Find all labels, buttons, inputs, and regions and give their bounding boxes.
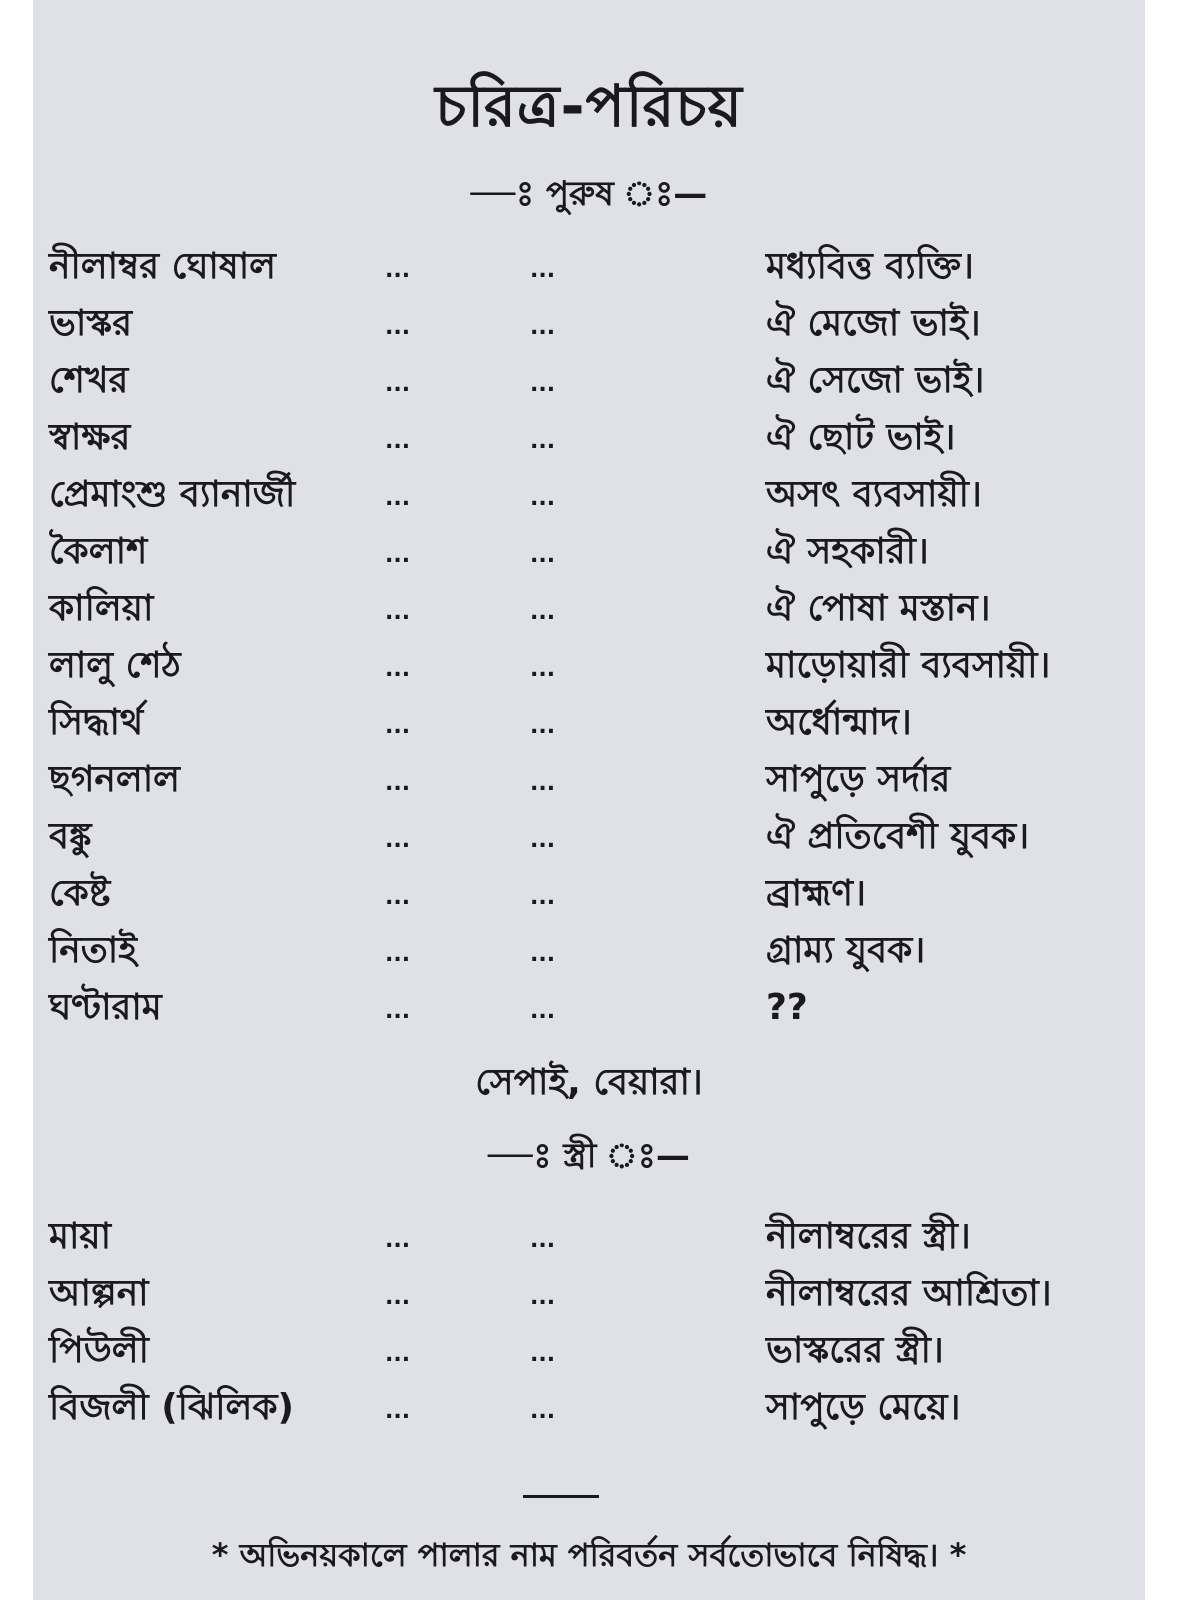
character-row: [33, 1379, 1145, 1436]
leader-dots: ...: [385, 942, 411, 967]
character-row: [33, 694, 1145, 751]
leader-dots: ...: [385, 999, 411, 1024]
leader-dots: ...: [530, 657, 556, 682]
character-description: ঐ প্রতিবেশী যুবক।: [766, 816, 1030, 857]
character-row: [33, 865, 1145, 922]
character-row: [33, 1208, 1145, 1265]
character-name: শেখর: [49, 360, 129, 401]
leader-dots: ...: [530, 315, 556, 340]
leader-dots: ...: [530, 486, 556, 511]
character-row: [33, 637, 1145, 694]
character-description: গ্রাম্য যুবক।: [766, 930, 926, 971]
character-row: [33, 409, 1145, 466]
leader-dots: ...: [385, 543, 411, 568]
character-name: প্রেমাংশু ব্যানার্জী: [49, 474, 296, 515]
leader-dots: ...: [385, 258, 411, 283]
leader-dots: ...: [385, 885, 411, 910]
leader-dots: ...: [530, 543, 556, 568]
character-row: [33, 352, 1145, 409]
character-row: [33, 808, 1145, 865]
leader-dots: ...: [530, 600, 556, 625]
footer-note: * অভিনয়কালে পালার নাম পরিবর্তন সর্বতোভাবে নিষিদ্ধ। *: [211, 1536, 967, 1574]
page: [33, 0, 1145, 1600]
character-row: [33, 751, 1145, 808]
character-description: ঐ পোষা মস্তান।: [766, 588, 991, 629]
character-description: ঐ সহকারী।: [766, 531, 929, 572]
leader-dots: ...: [530, 714, 556, 739]
male-section-heading: —ঃ পুরুষ ঃ—: [470, 174, 708, 214]
character-description: নীলাম্বরের আশ্রিতা।: [766, 1273, 1052, 1314]
leader-dots: ...: [530, 1342, 556, 1367]
leader-dots: ...: [385, 600, 411, 625]
character-description: সাপুড়ে সর্দার: [766, 759, 951, 800]
female-section-heading: —ঃ স্ত্রী ঃ—: [488, 1136, 690, 1176]
character-row: [33, 922, 1145, 979]
character-name: ছগনলাল: [49, 759, 180, 800]
character-description: অসৎ ব্যবসায়ী।: [766, 474, 982, 515]
leader-dots: ...: [530, 1399, 556, 1424]
character-description: ব্রাহ্মণ।: [766, 873, 866, 914]
leader-dots: ...: [530, 999, 556, 1024]
leader-dots: ...: [385, 315, 411, 340]
leader-dots: ...: [385, 657, 411, 682]
page-title: চরিত্র-পরিচয়: [435, 72, 743, 140]
character-name: কালিয়া: [49, 588, 154, 629]
character-description: ঐ সেজো ভাই।: [766, 360, 985, 401]
leader-dots: ...: [530, 258, 556, 283]
character-row: [33, 523, 1145, 580]
character-description: মধ্যবিত্ত ব্যক্তি।: [766, 246, 974, 287]
leader-dots: ...: [385, 1399, 411, 1424]
leader-dots: ...: [530, 828, 556, 853]
character-name: বিজলী (ঝিলিক): [49, 1387, 294, 1428]
leader-dots: ...: [530, 1228, 556, 1253]
character-name: স্বাক্ষর: [49, 417, 131, 458]
character-row: [33, 1322, 1145, 1379]
divider: [523, 1495, 599, 1498]
leader-dots: ...: [385, 771, 411, 796]
character-description: অর্ধোন্মাদ।: [766, 702, 912, 743]
character-name: বঙ্কু: [49, 816, 92, 857]
character-name: সিদ্ধার্থ: [49, 702, 144, 743]
leader-dots: ...: [385, 429, 411, 454]
character-row: [33, 238, 1145, 295]
leader-dots: ...: [530, 372, 556, 397]
leader-dots: ...: [530, 942, 556, 967]
character-row: [33, 295, 1145, 352]
character-name: আল্পনা: [49, 1273, 149, 1314]
character-row: [33, 1265, 1145, 1322]
character-name: নিতাই: [49, 930, 137, 971]
character-description: ভাস্করের স্ত্রী।: [766, 1330, 944, 1371]
leader-dots: ...: [530, 1285, 556, 1310]
character-description: ঐ ছোট ভাই।: [766, 417, 956, 458]
leader-dots: ...: [385, 372, 411, 397]
character-name: লালু শেঠ: [49, 645, 181, 686]
leader-dots: ...: [385, 828, 411, 853]
male-character-list: [33, 238, 1145, 1036]
character-description: ??: [766, 987, 808, 1028]
leader-dots: ...: [385, 1228, 411, 1253]
character-name: কেষ্ট: [49, 873, 111, 914]
character-description: মাড়োয়ারী ব্যবসায়ী।: [766, 645, 1051, 686]
character-name: কৈলাশ: [49, 531, 148, 572]
character-row: [33, 466, 1145, 523]
character-row: [33, 580, 1145, 637]
leader-dots: ...: [385, 714, 411, 739]
character-description: ঐ মেজো ভাই।: [766, 303, 981, 344]
character-name: ঘণ্টারাম: [49, 987, 162, 1028]
character-name: ভাস্কর: [49, 303, 133, 344]
character-name: মায়া: [49, 1216, 112, 1257]
leader-dots: ...: [530, 771, 556, 796]
leader-dots: ...: [385, 1342, 411, 1367]
character-name: নীলাম্বর ঘোষাল: [49, 246, 276, 287]
character-description: সাপুড়ে মেয়ে।: [766, 1387, 961, 1428]
character-name: পিউলী: [49, 1330, 149, 1371]
character-description: নীলাম্বরের স্ত্রী।: [766, 1216, 971, 1257]
extra-roles: সেপাই, বেয়ারা।: [475, 1062, 703, 1103]
leader-dots: ...: [385, 1285, 411, 1310]
character-row: [33, 979, 1145, 1036]
leader-dots: ...: [385, 486, 411, 511]
female-character-list: [33, 1208, 1145, 1436]
leader-dots: ...: [530, 885, 556, 910]
leader-dots: ...: [530, 429, 556, 454]
